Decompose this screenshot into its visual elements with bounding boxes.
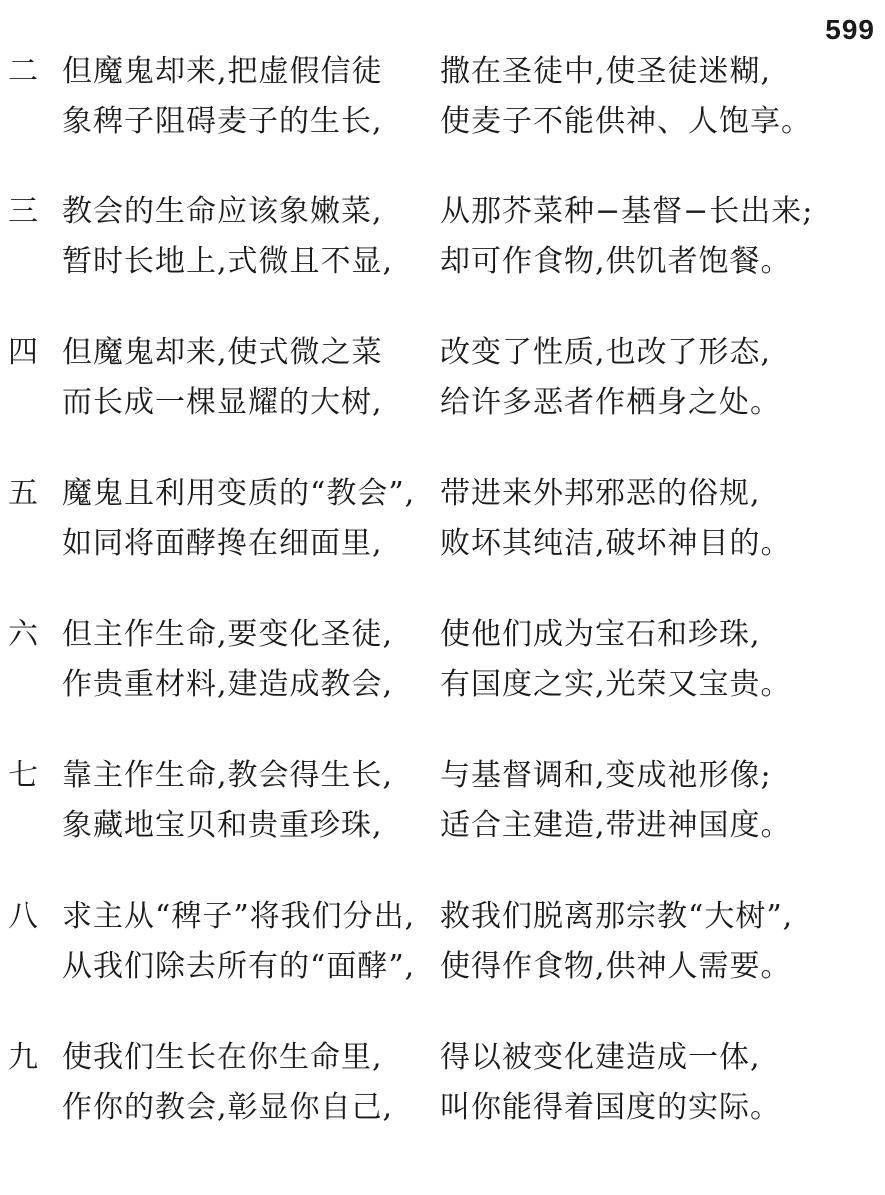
verse-line: 暂时长地上,式微且不显,: [62, 244, 394, 279]
stanza-2: [0, 52, 885, 152]
verse-line: 魔鬼且利用变质的“教会”,: [62, 476, 416, 511]
verse-line: 象藏地宝贝和贵重珍珠,: [62, 808, 383, 843]
verse-line: 但主作生命,要变化圣徒,: [62, 617, 394, 652]
verse-line: 适合主建造,带进神国度。: [440, 808, 792, 843]
verse-line: 使他们成为宝石和珍珠,: [440, 617, 761, 652]
verse-line: 作贵重材料,建造成教会,: [62, 667, 394, 702]
stanza-number: 八: [8, 899, 38, 934]
verse-line: 如同将面酵搀在细面里,: [62, 526, 383, 561]
verse-line: 而长成一棵显耀的大树,: [62, 385, 383, 420]
stanza-number: 四: [8, 335, 38, 370]
stanza-number: 三: [8, 194, 38, 229]
verse-line: 教会的生命应该象嫩菜,: [62, 194, 383, 229]
stanza-number: 五: [8, 476, 38, 511]
verse-line: 叫你能得着国度的实际。: [440, 1090, 781, 1125]
verse-line: 使麦子不能供神、人饱享。: [440, 104, 812, 139]
stanza-9: [0, 1038, 885, 1138]
stanza-number: 七: [8, 758, 38, 793]
verse-line: 象稗子阻碍麦子的生长,: [62, 104, 383, 139]
verse-line: 败坏其纯洁,破坏神目的。: [440, 526, 792, 561]
stanza-number: 六: [8, 617, 38, 652]
verse-line: 救我们脱离那宗教“大树”,: [440, 899, 794, 934]
verse-line: 改变了性质,也改了形态,: [440, 335, 772, 370]
page-number: 599: [825, 14, 875, 45]
verse-line: 给许多恶者作栖身之处。: [440, 385, 781, 420]
verse-line: 作你的教会,彰显你自己,: [62, 1090, 394, 1125]
verse-line: 从我们除去所有的“面酵”,: [62, 949, 416, 984]
verse-line: 与基督调和,变成祂形像;: [440, 758, 772, 793]
verse-line: 有国度之实,光荣又宝贵。: [440, 667, 792, 702]
stanza-number: 九: [8, 1040, 38, 1075]
stanza-4: [0, 333, 885, 433]
stanza-number: 二: [8, 54, 38, 89]
verse-line: 得以被变化建造成一体,: [440, 1040, 761, 1075]
stanza-7: [0, 756, 885, 856]
verse-line: 从那芥菜种−基督−长出来;: [440, 194, 814, 229]
verse-line: 使得作食物,供神人需要。: [440, 949, 792, 984]
verse-line: 使我们生长在你生命里,: [62, 1040, 383, 1075]
stanza-6: [0, 615, 885, 715]
stanza-8: [0, 897, 885, 997]
stanza-3: [0, 192, 885, 292]
verse-line: 但魔鬼却来,把虚假信徒: [62, 54, 383, 89]
verse-line: 撒在圣徒中,使圣徒迷糊,: [440, 54, 772, 89]
verse-line: 靠主作生命,教会得生长,: [62, 758, 394, 793]
verse-line: 却可作食物,供饥者饱餐。: [440, 244, 792, 279]
stanza-5: [0, 474, 885, 574]
verse-line: 带进来外邦邪恶的俗规,: [440, 476, 761, 511]
verse-line: 但魔鬼却来,使式微之菜: [62, 335, 383, 370]
verse-line: 求主从“稗子”将我们分出,: [62, 899, 416, 934]
